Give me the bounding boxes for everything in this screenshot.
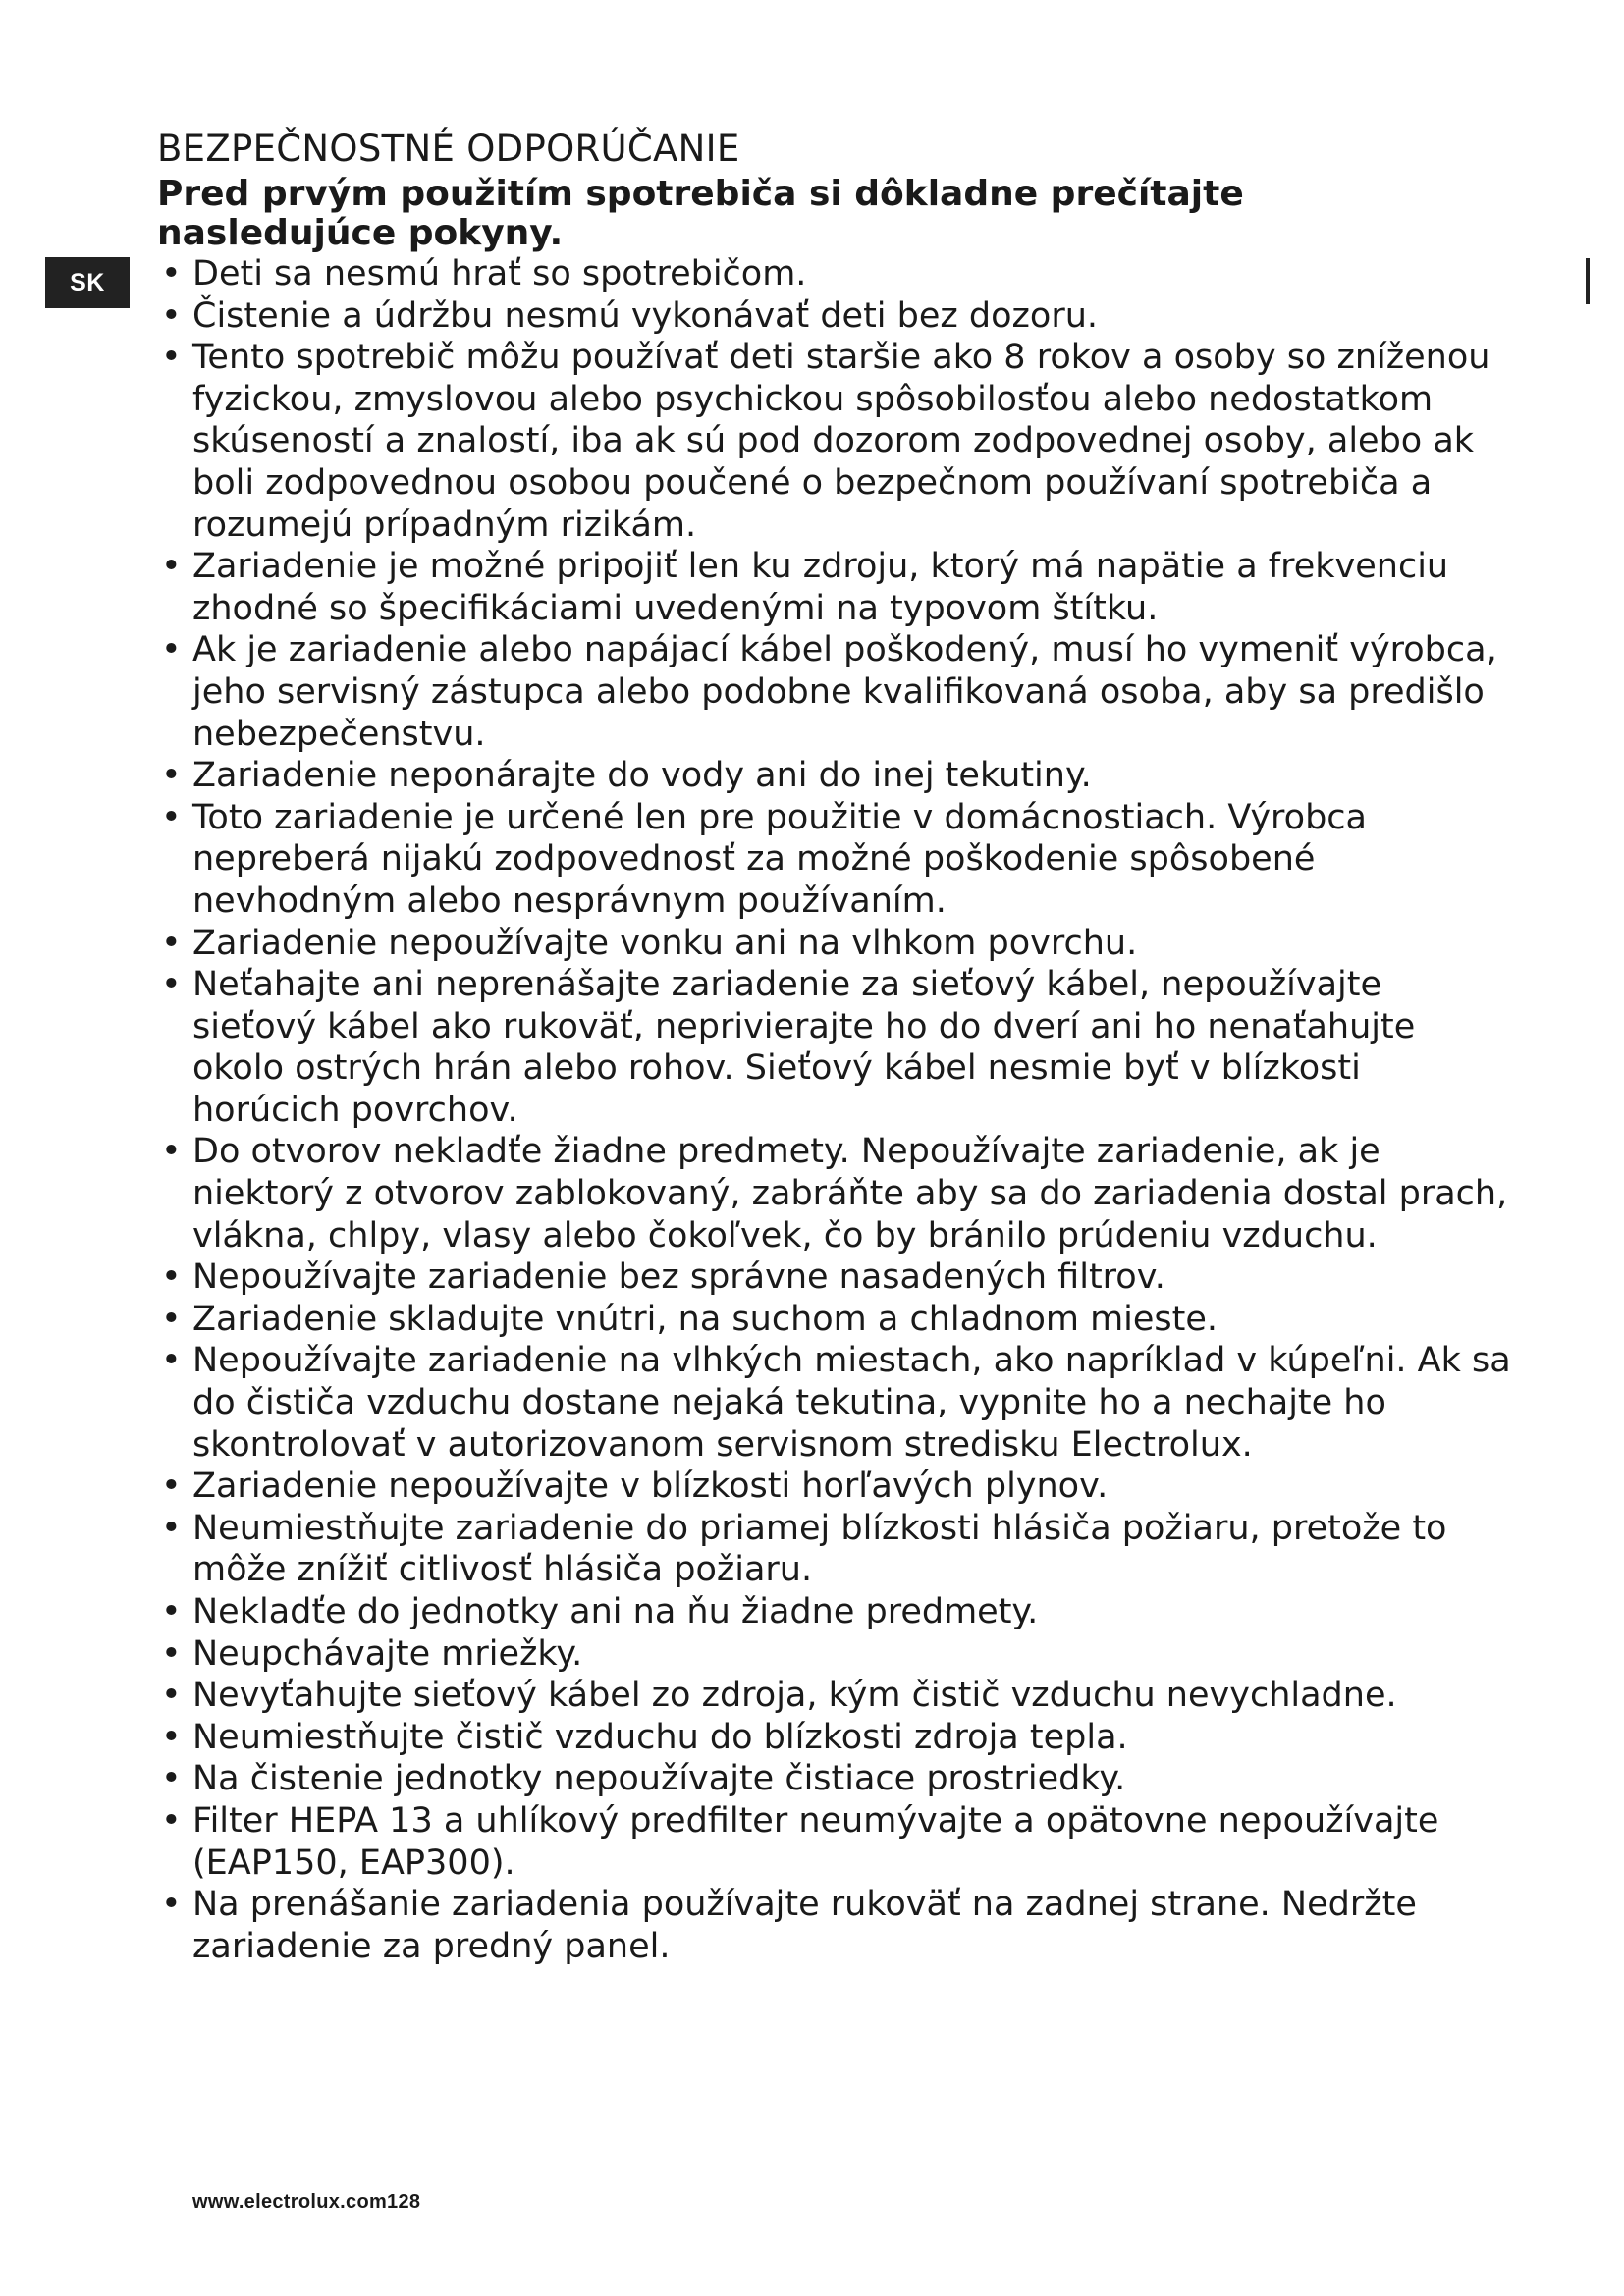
- list-item: • Zariadenie neponárajte do vody ani do inej tekutiny.: [157, 755, 1512, 797]
- list-item: • Do otvorov nekladťe žiadne predmety. Nepoužívajte zariadenie, ak je niektorý z otvorov zablokovaný, zabráňte aby sa do zariadenia dostal prach, vlákna, chlpy, vlasy alebo čokoľvek, čo by bránilo prúdeniu vzduchu.: [157, 1131, 1512, 1256]
- safety-section: [157, 126, 1512, 1967]
- list-item: • Zariadenie nepoužívajte v blízkosti horľavých plynov.: [157, 1466, 1512, 1508]
- list-item: • Na prenášanie zariadenia používajte rukoväť na zadnej strane. Nedržte zariadenie za predný panel.: [157, 1884, 1512, 1967]
- list-item: • Neumiestňujte zariadenie do priamej blízkosti hlásiča požiaru, pretože to môže znížiť citlivosť hlásiča požiaru.: [157, 1508, 1512, 1591]
- list-item: • Zariadenie skladujte vnútri, na suchom a chladnom mieste.: [157, 1299, 1512, 1341]
- list-item: • Filter HEPA 13 a uhlíkový predfilter neumývajte a opätovne nepoužívajte (EAP150, EAP300).: [157, 1800, 1512, 1884]
- list-item: • Ak je zariadenie alebo napájací kábel poškodený, musí ho vymeniť výrobca, jeho servisný zástupca alebo podobne kvalifikovaná osoba, aby sa predišlo nebezpečenstvu.: [157, 629, 1512, 755]
- list-item: • Zariadenie nepoužívajte vonku ani na vlhkom povrchu.: [157, 923, 1512, 965]
- list-item: • Čistenie a údržbu nesmú vykonávať deti bez dozoru.: [157, 295, 1512, 338]
- section-title: BEZPEČNOSTNÉ ODPORÚČANIE: [157, 128, 740, 170]
- list-item: • Na čistenie jednotky nepoužívajte čistiace prostriedky.: [157, 1758, 1512, 1800]
- list-item: • Neupchávajte mriežky.: [157, 1633, 1512, 1676]
- list-item: • Toto zariadenie je určené len pre použitie v domácnostiach. Výrobca nepreberá nijakú zodpovednosť za možné poškodenie spôsobené nevhodným alebo nesprávnym používaním.: [157, 797, 1512, 923]
- list-item: • Nepoužívajte zariadenie bez správne nasadených filtrov.: [157, 1256, 1512, 1299]
- list-item: • Nevyťahujte sieťový kábel zo zdroja, kým čistič vzduchu nevychladne.: [157, 1675, 1512, 1717]
- language-tab: SK: [45, 257, 130, 308]
- list-item: • Neťahajte ani neprenášajte zariadenie za sieťový kábel, nepoužívajte sieťový kábel ako rukoväť, neprivierajte ho do dverí ani ho nenaťahujte okolo ostrých hrán alebo rohov. Sieťový kábel nesmie byť v blízkosti horúcich povrchov.: [157, 964, 1512, 1131]
- safety-rules-list: [157, 253, 1512, 1967]
- footer-url-page-number: www.electrolux.com128: [192, 2191, 421, 2213]
- lead-instruction: Pred prvým použitím spotrebiča si dôkladne prečítajte nasledujúce pokyny.: [157, 174, 1244, 253]
- list-item: • Neumiestňujte čistič vzduchu do blízkosti zdroja tepla.: [157, 1717, 1512, 1759]
- list-item: • Nepoužívajte zariadenie na vlhkých miestach, ako napríklad v kúpeľni. Ak sa do čističa vzduchu dostane nejaká tekutina, vypnite ho a nechajte ho skontrolovať v autorizovanom servisnom stredisku Electrolux.: [157, 1340, 1512, 1466]
- page-edge-marker: [1586, 258, 1590, 304]
- list-item: • Tento spotrebič môžu používať deti staršie ako 8 rokov a osoby so zníženou fyzickou, zmyslovou alebo psychickou spôsobilosťou alebo nedostatkom skúseností a znalostí, iba ak sú pod dozorom zodpovednej osoby, alebo ak boli zodpovednou osobou poučené o bezpečnom používaní spotrebiča a rozumejú prípadným rizikám.: [157, 337, 1512, 546]
- list-item: • Deti sa nesmú hrať so spotrebičom.: [157, 253, 1512, 295]
- list-item: • Nekladťe do jednotky ani na ňu žiadne predmety.: [157, 1591, 1512, 1633]
- list-item: • Zariadenie je možné pripojiť len ku zdroju, ktorý má napätie a frekvenciu zhodné so špecifikáciami uvedenými na typovom štítku.: [157, 546, 1512, 629]
